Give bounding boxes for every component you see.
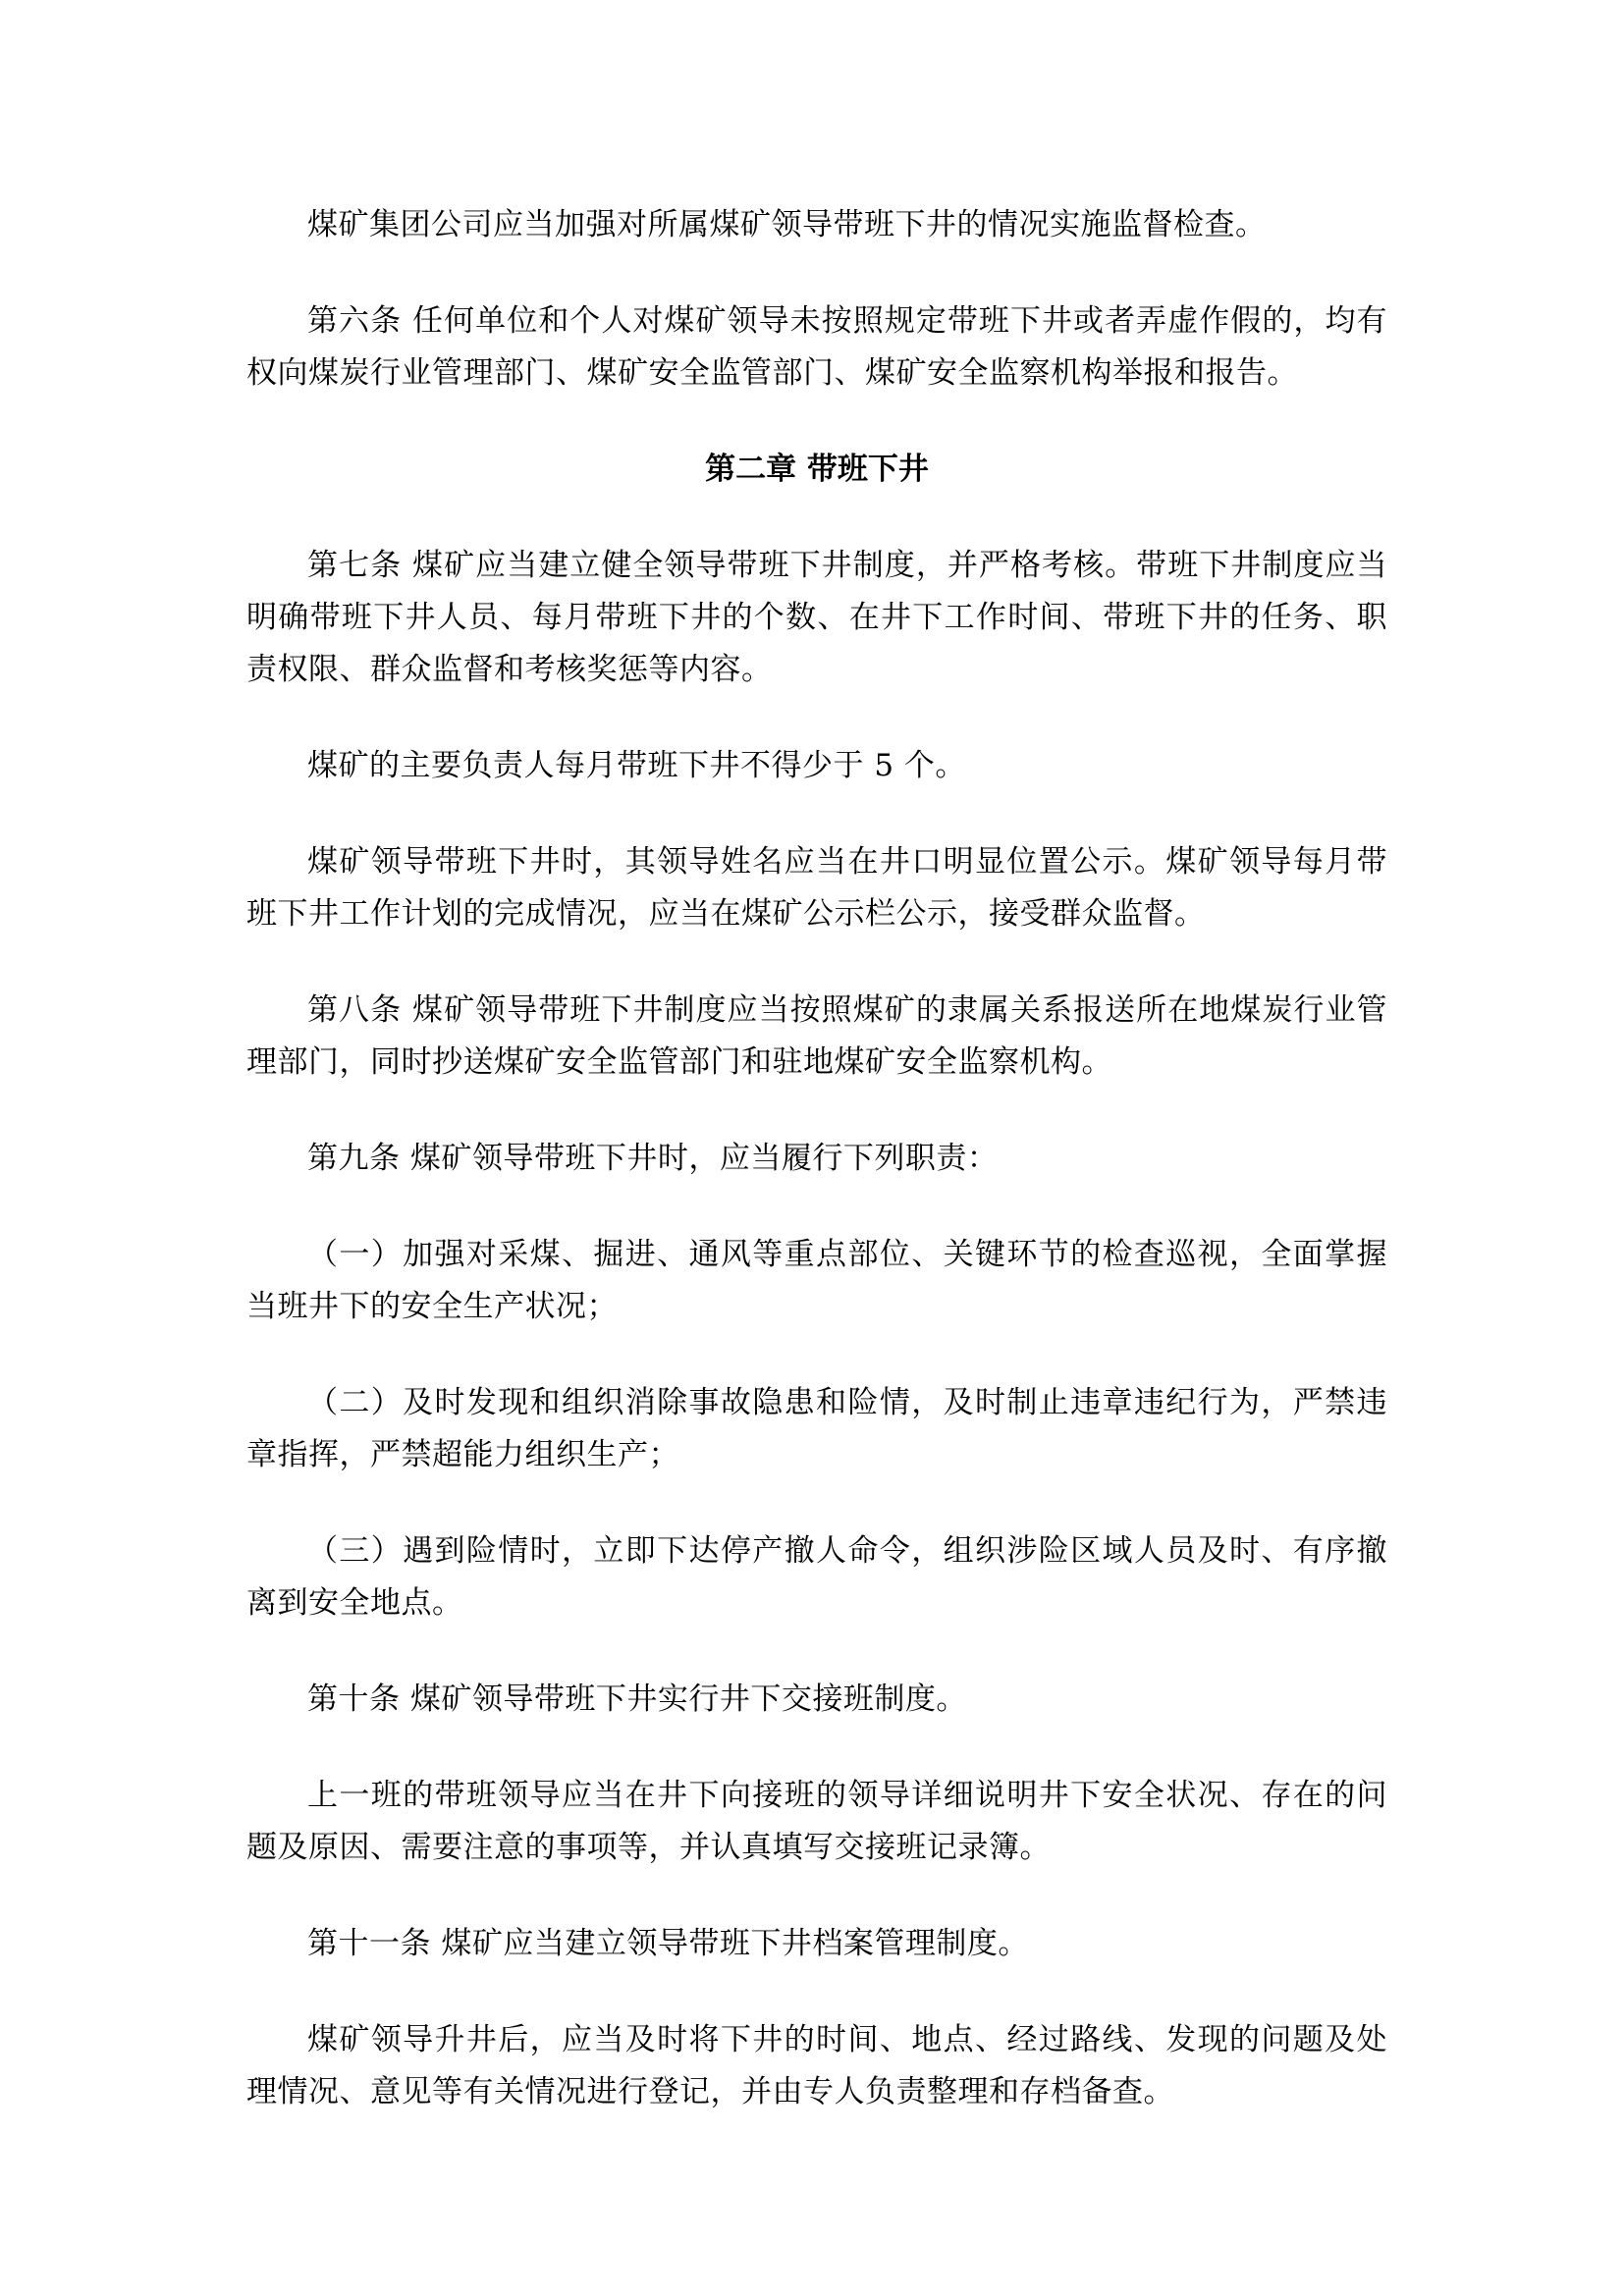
- paragraph-main-leader-requirement: 煤矿的主要负责人每月带班下井不得少于 5 个。: [307, 748, 966, 783]
- chapter-title: 第二章 带班下井: [705, 452, 929, 487]
- paragraph-article-9: 第九条 煤矿领导带班下井时，应当履行下列职责：: [307, 1141, 999, 1176]
- paragraph-duty-2: （二）及时发现和组织消除事故隐患和险情，及时制止违章违纪行为，严禁违章指挥，严禁超能力组织生产；: [246, 1385, 1387, 1472]
- paragraph-article-7: 第七条 煤矿应当建立健全领导带班下井制度，并严格考核。带班下井制度应当明确带班下井人员、每月带班下井的个数、在井下工作时间、带班下井的任务、职责权限、群众监督和考核奖惩等内容。: [246, 548, 1387, 687]
- paragraph-leader-name-publicity: 煤矿领导带班下井时，其领导姓名应当在井口明显位置公示。煤矿领导每月带班下井工作计划的完成情况，应当在煤矿公示栏公示，接受群众监督。: [246, 844, 1387, 932]
- paragraph-article-11: 第十一条 煤矿应当建立领导带班下井档案管理制度。: [307, 1926, 1029, 1961]
- paragraph-article-6: 第六条 任何单位和个人对煤矿领导未按照规定带班下井或者弄虚作假的，均有权向煤炭行业管理部门、煤矿安全监管部门、煤矿安全监察机构举报和报告。: [246, 303, 1387, 391]
- document-page: [246, 199, 1387, 2163]
- paragraph-group-company-supervision: 煤矿集团公司应当加强对所属煤矿领导带班下井的情况实施监督检查。: [307, 207, 1267, 242]
- paragraph-shift-handover: 上一班的带班领导应当在井下向接班的领导详细说明井下安全状况、存在的问题及原因、需要注意的事项等，并认真填写交接班记录簿。: [246, 1778, 1387, 1865]
- paragraph-duty-1: （一）加强对采煤、掘进、通风等重点部位、关键环节的检查巡视，全面掌握当班井下的安全生产状况；: [246, 1237, 1387, 1324]
- paragraph-duty-3: （三）遇到险情时，立即下达停产撤人命令，组织涉险区域人员及时、有序撤离到安全地点。: [246, 1533, 1387, 1621]
- paragraph-article-10: 第十条 煤矿领导带班下井实行井下交接班制度。: [307, 1682, 967, 1717]
- paragraph-article-8: 第八条 煤矿领导带班下井制度应当按照煤矿的隶属关系报送所在地煤炭行业管理部门，同时抄送煤矿安全监管部门和驻地煤矿安全监察机构。: [246, 992, 1387, 1080]
- paragraph-record-keeping: 煤矿领导升井后，应当及时将下井的时间、地点、经过路线、发现的问题及处理情况、意见等有关情况进行登记，并由专人负责整理和存档备查。: [246, 2022, 1387, 2109]
